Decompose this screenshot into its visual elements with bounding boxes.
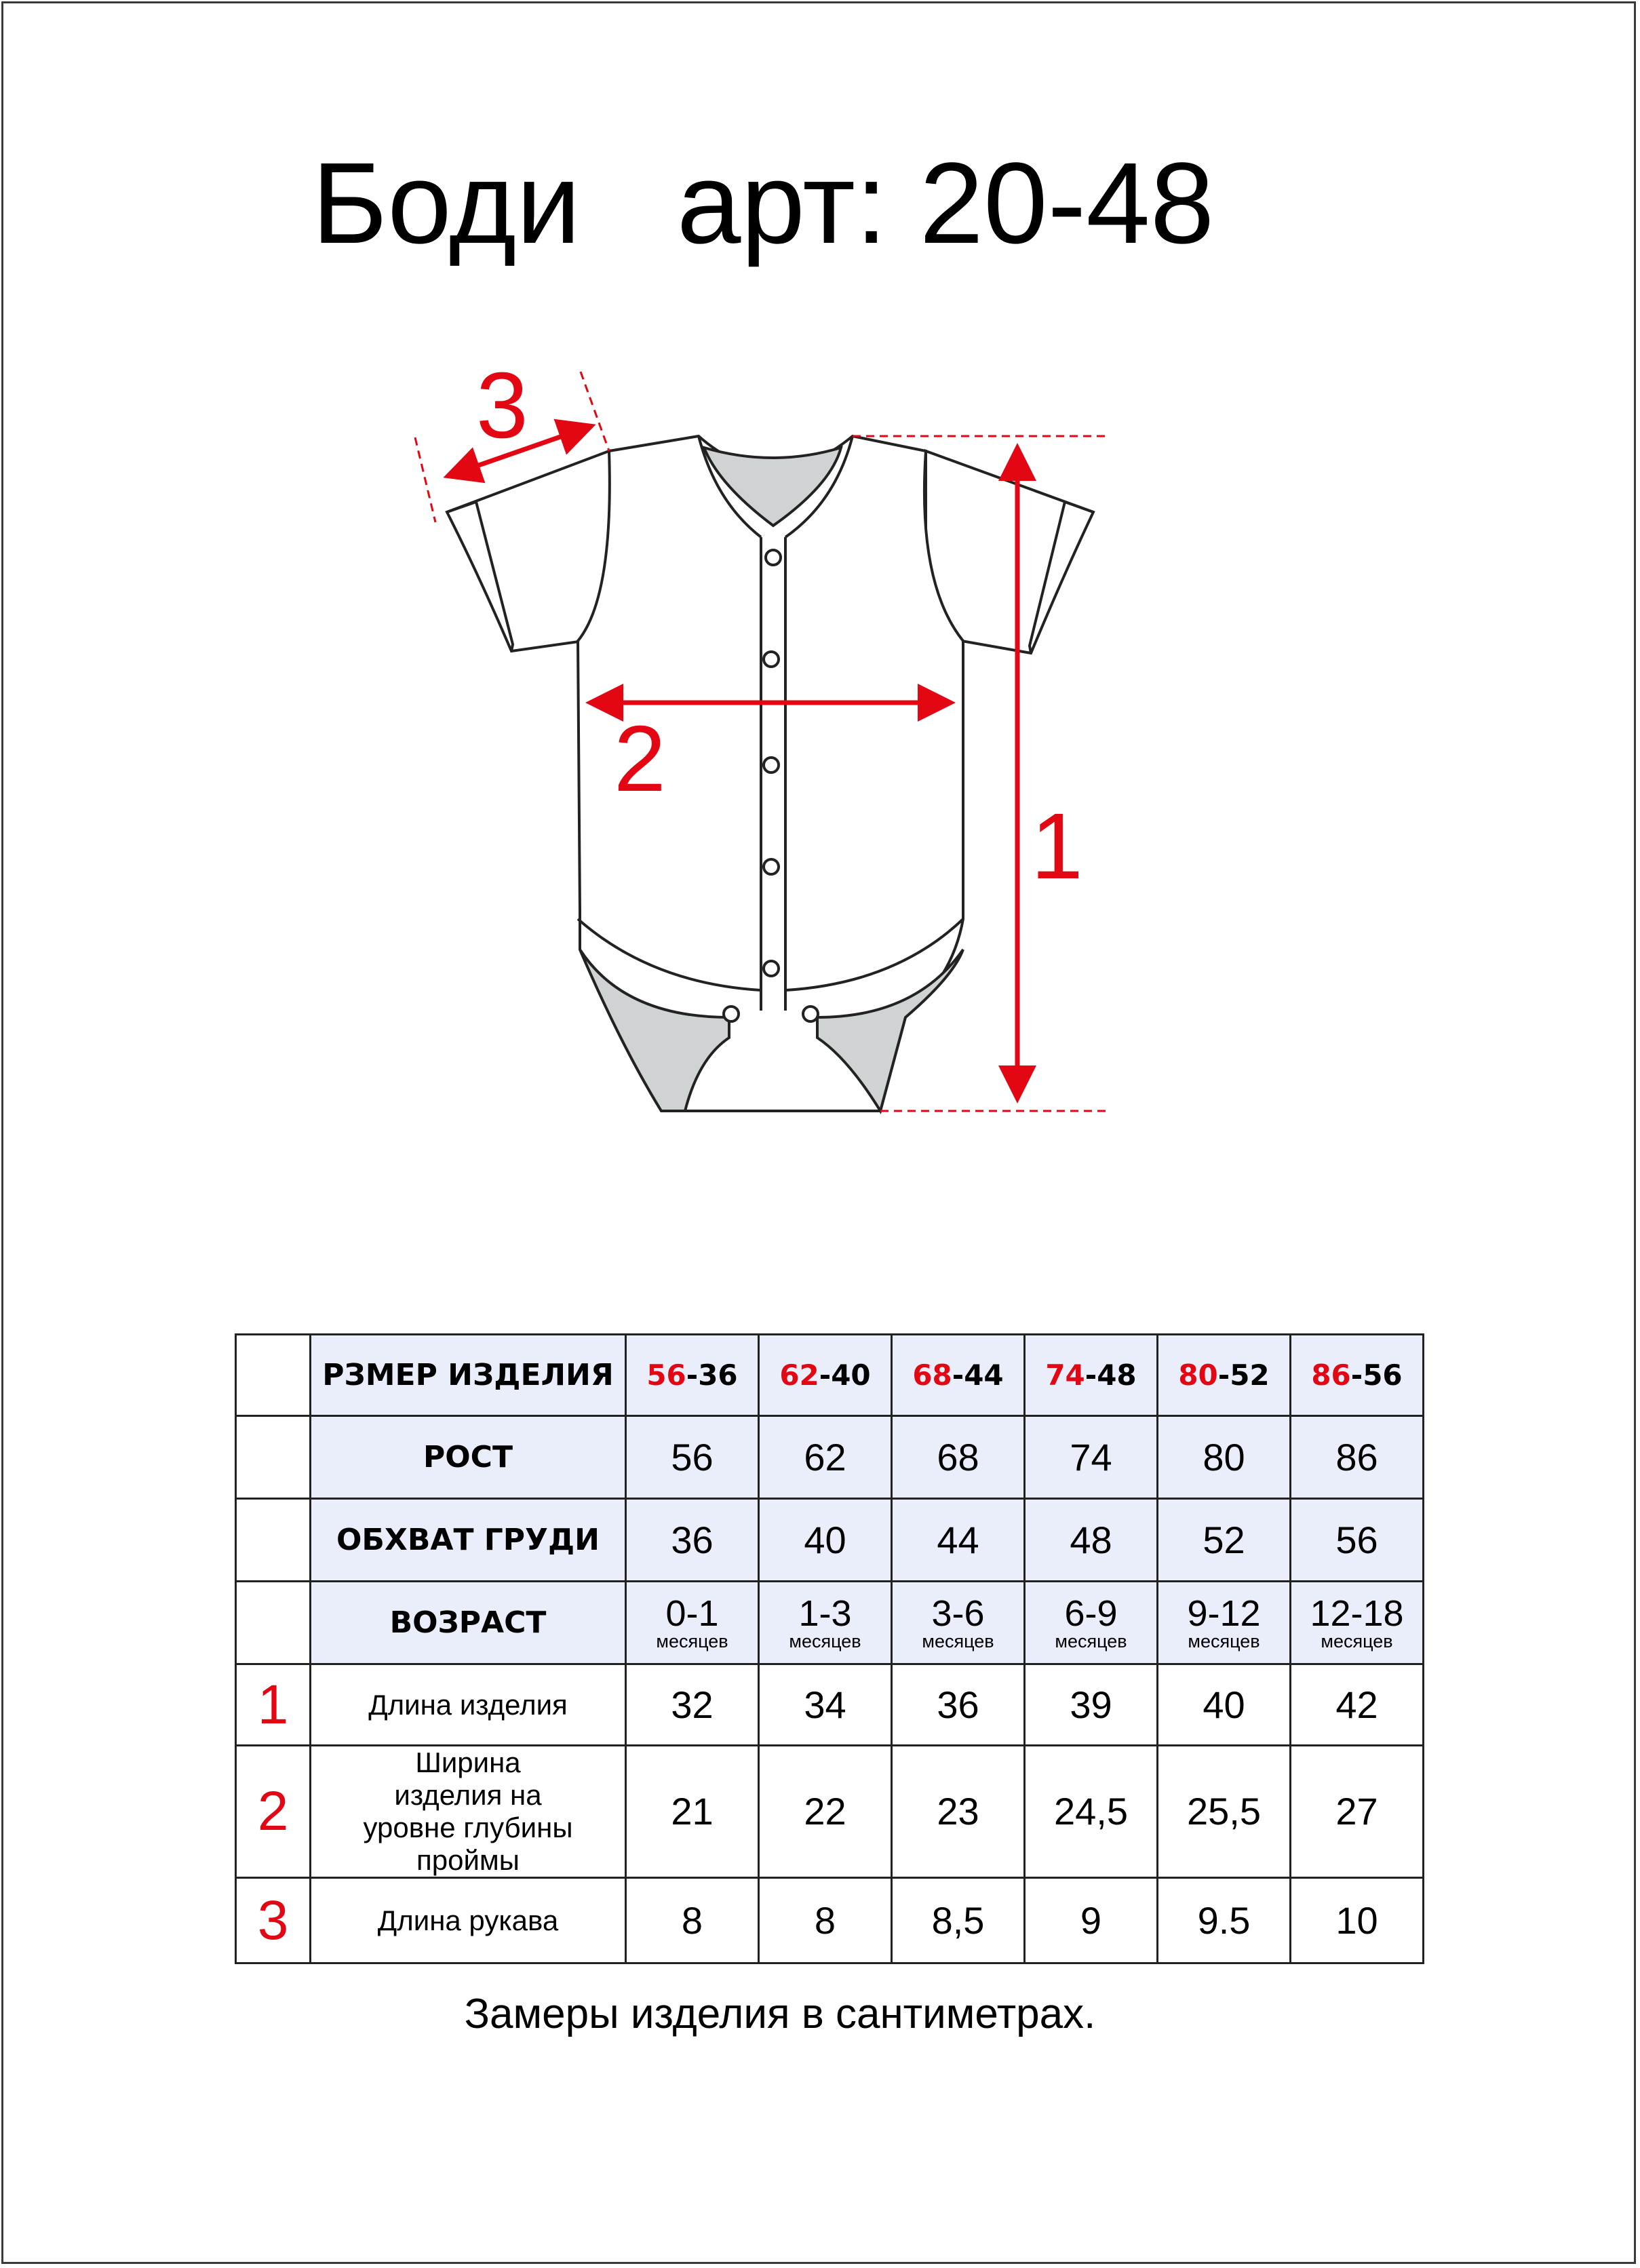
table-row-chest: [236, 1499, 1424, 1582]
table-cell: 21: [626, 1746, 759, 1878]
row-label-sleeve: Длина рукава: [311, 1878, 626, 1963]
age-cell: 0-1 месяцев: [626, 1582, 759, 1664]
snap-button: [766, 550, 781, 565]
age-cell: 6-9 месяцев: [1025, 1582, 1158, 1664]
table-cell: 62: [759, 1416, 892, 1499]
row-label-size: РЗМЕР ИЗДЕЛИЯ: [311, 1335, 626, 1416]
table-cell: 34: [759, 1664, 892, 1746]
age-cell: 12-18 месяцев: [1291, 1582, 1424, 1664]
snap-button: [724, 1006, 739, 1021]
table-cell: 23: [892, 1746, 1025, 1878]
table-cell: 8: [759, 1878, 892, 1963]
measure-number-2: 2: [614, 707, 666, 811]
table-cell: 48: [1025, 1499, 1158, 1582]
row-label-chest: ОБХВАТ ГРУДИ: [311, 1499, 626, 1582]
table-cell: 8,5: [892, 1878, 1025, 1963]
row-number: 2: [236, 1746, 311, 1878]
size-cell: 62-40: [759, 1335, 892, 1416]
table-row-sleeve: [236, 1878, 1424, 1963]
size-cell: 86-56: [1291, 1335, 1424, 1416]
table-row-height: [236, 1416, 1424, 1499]
size-chart-table: [235, 1333, 1424, 1964]
size-cell: 80-52: [1158, 1335, 1291, 1416]
measure-number-3: 3: [476, 353, 528, 458]
table-cell: 25,5: [1158, 1746, 1291, 1878]
snap-button: [803, 1006, 818, 1021]
table-cell: 32: [626, 1664, 759, 1746]
size-cell: 56-36: [626, 1335, 759, 1416]
table-cell: 44: [892, 1499, 1025, 1582]
row-label-height: РОСТ: [311, 1416, 626, 1499]
row-number: 1: [236, 1664, 311, 1746]
table-cell: 42: [1291, 1664, 1424, 1746]
table-cell: 36: [626, 1499, 759, 1582]
table-cell: 9.5: [1158, 1878, 1291, 1963]
table-cell: 24,5: [1025, 1746, 1158, 1878]
row-number: 3: [236, 1878, 311, 1963]
age-cell: 9-12 месяцев: [1158, 1582, 1291, 1664]
snap-button: [764, 859, 779, 874]
table-row-size: [236, 1335, 1424, 1416]
table-cell: 86: [1291, 1416, 1424, 1499]
table-cell: 27: [1291, 1746, 1424, 1878]
table-cell: 52: [1158, 1499, 1291, 1582]
table-cell-empty: [236, 1499, 311, 1582]
snap-button: [764, 758, 779, 773]
row-label-length: Длина изделия: [311, 1664, 626, 1746]
table-row-width: [236, 1746, 1424, 1878]
row-label-width: Ширина изделия на уровне глубины проймы: [311, 1746, 626, 1878]
table-cell: 40: [1158, 1664, 1291, 1746]
table-row-length: [236, 1664, 1424, 1746]
table-cell: 68: [892, 1416, 1025, 1499]
table-cell: 74: [1025, 1416, 1158, 1499]
table-cell-empty: [236, 1335, 311, 1416]
table-cell: 80: [1158, 1416, 1291, 1499]
table-cell: 56: [1291, 1499, 1424, 1582]
size-cell: 74-48: [1025, 1335, 1158, 1416]
table-cell-empty: [236, 1582, 311, 1664]
table-cell-empty: [236, 1416, 311, 1499]
table-cell: 40: [759, 1499, 892, 1582]
snap-button: [764, 961, 779, 976]
page-title: Боди арт: 20-48: [311, 139, 1215, 268]
footnote: Замеры изделия в сантиметрах.: [464, 1991, 1096, 2037]
table-cell: 9: [1025, 1878, 1158, 1963]
table-cell: 22: [759, 1746, 892, 1878]
table-cell: 39: [1025, 1664, 1158, 1746]
size-cell: 68-44: [892, 1335, 1025, 1416]
bodysuit-diagram: [380, 353, 1180, 1153]
table-row-age: [236, 1582, 1424, 1664]
table-cell: 10: [1291, 1878, 1424, 1963]
age-cell: 1-3 месяцев: [759, 1582, 892, 1664]
snap-button: [764, 652, 779, 667]
age-cell: 3-6 месяцев: [892, 1582, 1025, 1664]
table-cell: 56: [626, 1416, 759, 1499]
row-label-age: ВОЗРАСТ: [311, 1582, 626, 1664]
measure-number-1: 1: [1031, 794, 1083, 899]
table-cell: 8: [626, 1878, 759, 1963]
table-cell: 36: [892, 1664, 1025, 1746]
